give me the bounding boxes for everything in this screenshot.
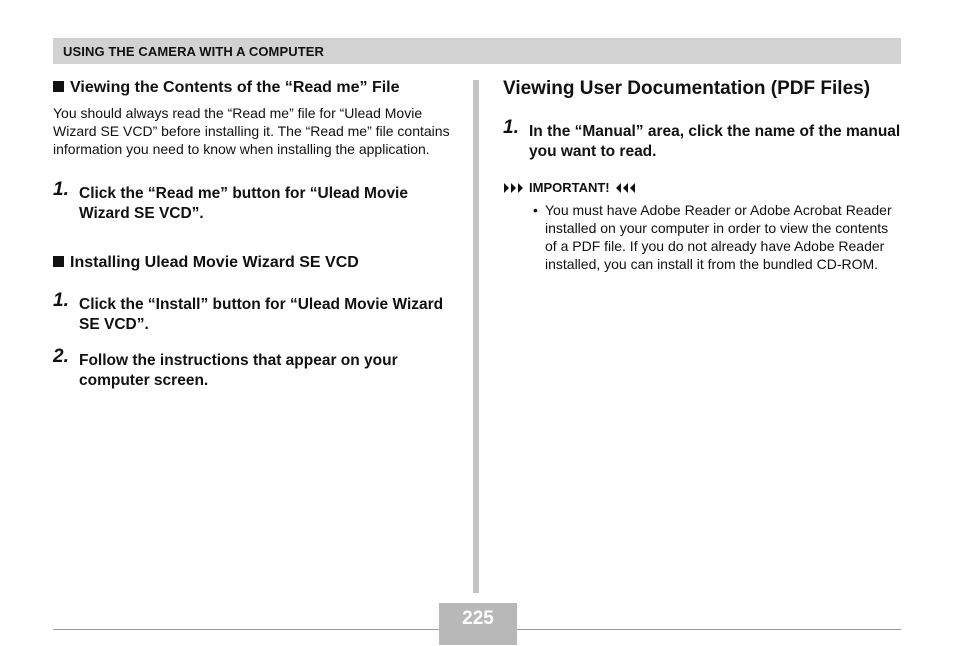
step-install-2	[53, 346, 453, 391]
section-header-bar	[53, 38, 901, 64]
step-text: In the “Manual” area, click the name of the manual you want to read.	[529, 123, 901, 160]
section-header-title: USING THE CAMERA WITH A COMPUTER	[63, 44, 325, 59]
square-bullet-icon	[53, 81, 64, 92]
bullet-dot: •	[533, 202, 538, 218]
important-label: IMPORTANT!	[529, 180, 610, 195]
important-right-arrows-icon	[614, 182, 636, 194]
step-number: 1.	[53, 290, 69, 311]
step-text: Follow the instructions that appear on your computer screen.	[79, 352, 398, 389]
subsection-heading-install	[53, 253, 453, 273]
important-left-arrows-icon	[503, 182, 525, 194]
important-note-header	[503, 180, 903, 195]
important-bullet-text: You must have Adobe Reader or Adobe Acrobat Reader installed on your computer in order to view the contents of a PDF file. If you do not already have Adobe Reader installed, you can install it from the bundled CD-ROM.	[545, 202, 892, 272]
step-readme-1	[53, 179, 453, 224]
step-number: 1.	[503, 117, 519, 138]
right-column	[503, 78, 903, 273]
important-bullet-item	[503, 201, 903, 273]
step-number: 1.	[53, 179, 69, 200]
square-bullet-icon	[53, 256, 64, 267]
page-number: 225	[462, 608, 494, 629]
step-text: Click the “Install” button for “Ulead Movie Wizard SE VCD”.	[79, 296, 444, 333]
column-divider	[473, 80, 479, 593]
subsection-heading-readme	[53, 78, 453, 98]
step-text: Click the “Read me” button for “Ulead Movie Wizard SE VCD”.	[79, 185, 408, 222]
page-number-box	[439, 603, 517, 645]
section-heading-pdf: Viewing User Documentation (PDF Files)	[503, 78, 871, 99]
step-manual-1	[503, 117, 903, 162]
left-column	[53, 78, 453, 391]
step-number: 2.	[53, 346, 69, 367]
readme-body-text: You should always read the “Read me” file for “Ulead Movie Wizard SE VCD” before installing it. The “Read me” file contains information you need to know when installing the application.	[53, 105, 450, 157]
subsection-heading-readme-text: Viewing the Contents of the “Read me” File	[70, 79, 400, 96]
step-install-1	[53, 290, 453, 335]
subsection-heading-install-text: Installing Ulead Movie Wizard SE VCD	[70, 254, 359, 271]
